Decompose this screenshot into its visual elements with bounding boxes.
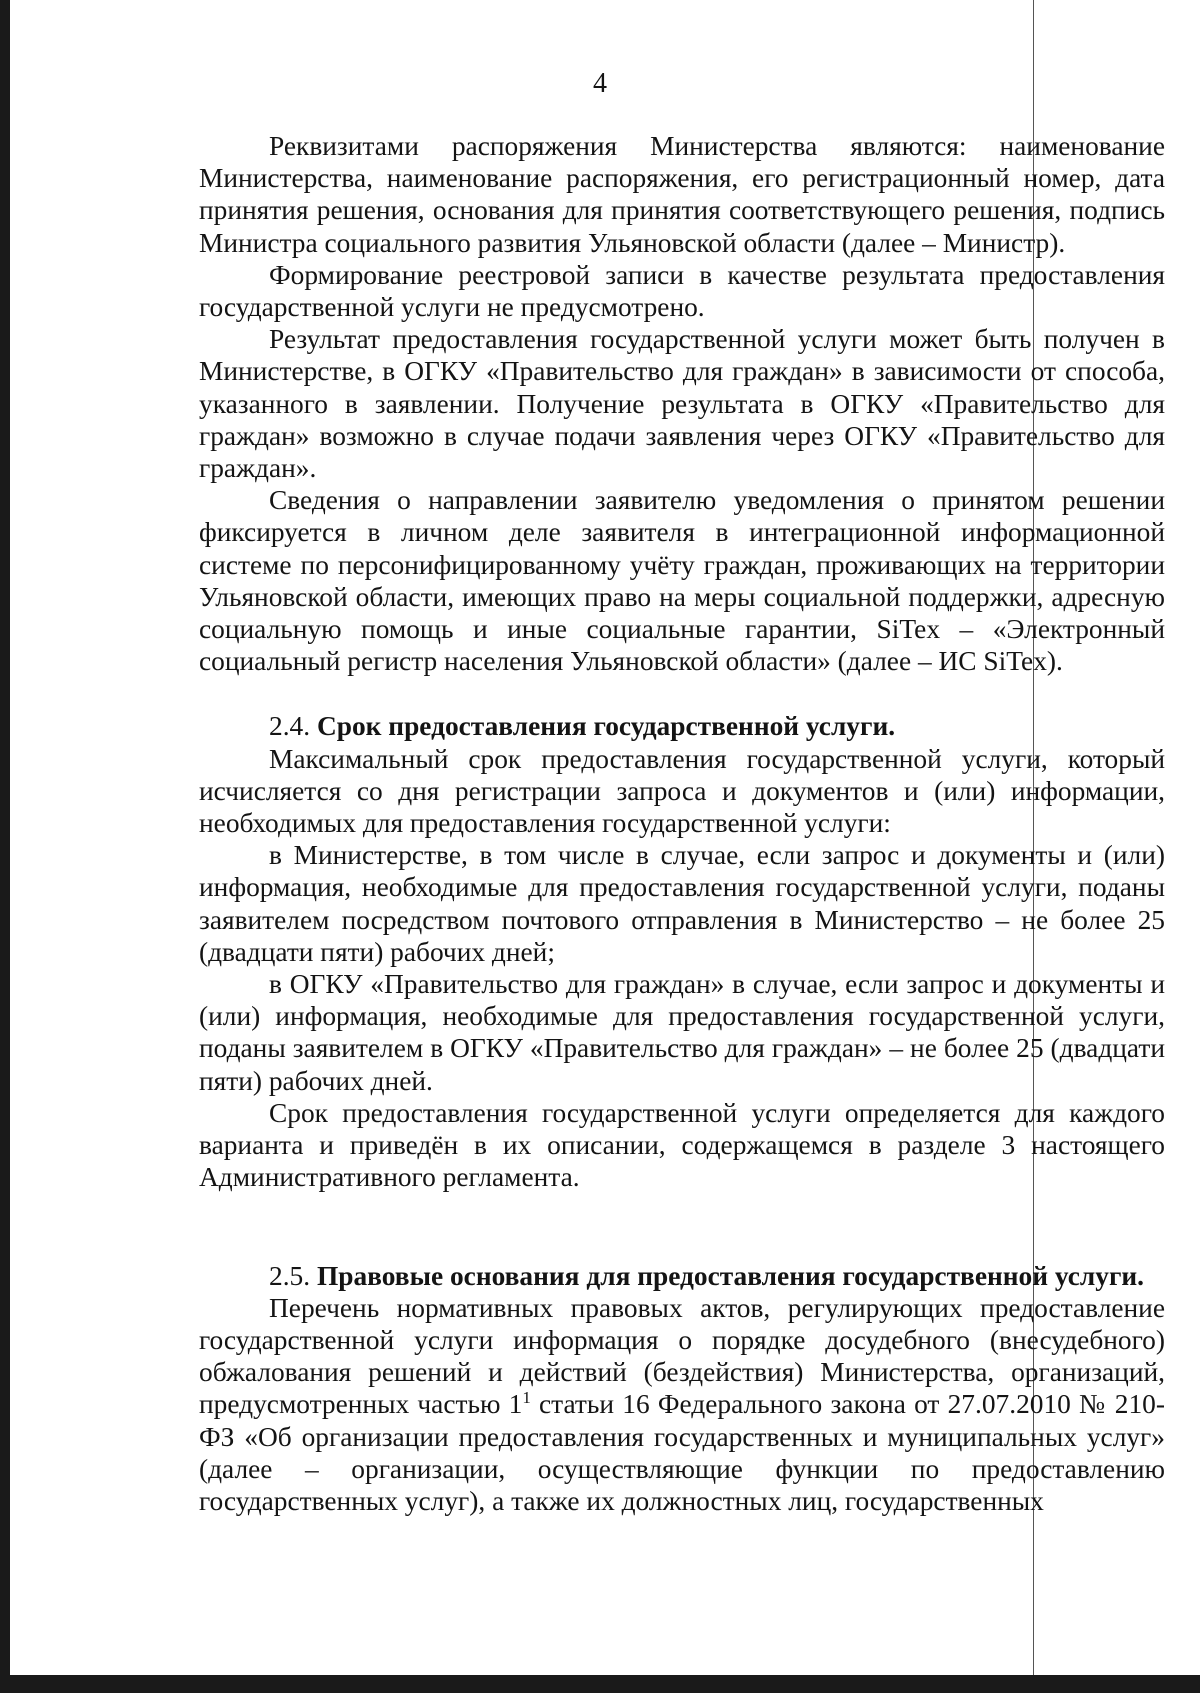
legal-acts-text-start: Перечень нормативных правовых актов, регулирующих предоставление государственной услуги информация о порядке досудебного (внесудебного) обжалования решений и действий (бездействия) Министерства, организаций, предусмотренных частью 1 xyxy=(199,1292,1165,1420)
scan-border-bottom xyxy=(0,1675,1200,1693)
document-body xyxy=(199,130,1165,1517)
section-heading-2-5 xyxy=(199,1260,1165,1292)
page-number: 4 xyxy=(593,68,607,99)
paragraph-legal-acts xyxy=(199,1292,1165,1517)
paragraph-max-term: Максимальный срок предоставления государственной услуги, который исчисляется со дня регистрации запроса и документов и (или) информации, необходимых для предоставления государственной услуги: xyxy=(199,743,1165,839)
legal-acts-superscript: 1 xyxy=(522,1388,531,1408)
paragraph-term-ogku: в ОГКУ «Правительство для граждан» в случае, если запрос и документы и (или) информация, необходимые для предоставления государственной услуги, поданы заявителем в ОГКУ «Правительство для граждан» – не более 25 (двадцати пяти) рабочих дней. xyxy=(199,969,1165,1096)
section-heading-2-4 xyxy=(199,710,1165,742)
section-number-2-4: 2.4. xyxy=(269,711,311,742)
paragraph-requisites: Реквизитами распоряжения Министерства являются: наименование Министерства, наименование распоряжения, его регистрационный номер, дата принятия решения, основания для принятия соответствующего решения, подпись Министра социального развития Ульяновской области (далее – Министр). xyxy=(199,131,1165,258)
section-spacer xyxy=(199,677,1165,710)
paragraph-registry-entry: Формирование реестровой записи в качестве результата предоставления государственной услуги не предусмотрено. xyxy=(199,259,1165,323)
paragraph-result-delivery: Результат предоставления государственной услуги может быть получен в Министерстве, в ОГКУ «Правительство для граждан» в зависимости от способа, указанного в заявлении. Получение результата в ОГКУ «Правительство для граждан» возможно в случае подачи заявления через ОГКУ «Правительство для граждан». xyxy=(199,324,1165,484)
paragraph-term-ministry: в Министерстве, в том числе в случае, если запрос и документы и (или) информация, необходимые для предоставления государственной услуги, поданы заявителем посредством почтового отправления в Министерство – не более 25 (двадцати пяти) рабочих дней; xyxy=(199,840,1165,967)
paragraph-term-variants: Срок предоставления государственной услуги определяется для каждого варианта и приведён в их описании, содержащемся в разделе 3 настоящего Административного регламента. xyxy=(199,1097,1165,1193)
section-title-2-5: Правовые основания для предоставления государственной услуги. xyxy=(316,1260,1145,1291)
section-title-2-4: Срок предоставления государственной услуги xyxy=(316,711,889,742)
section-spacer xyxy=(199,1194,1165,1260)
paragraph-notification-info: Сведения о направлении заявителю уведомления о принятом решении фиксируется в личном деле заявителя в интеграционной информационной системе по персонифицированному учёту граждан, проживающих на территории Ульяновской области, имеющих право на меры социальной поддержки, адресную социальную помощь и иные социальные гарантии, SiTex – «Электронный социальный регистр населения Ульяновской области» (далее – ИС SiTex). xyxy=(199,485,1165,677)
legal-acts-text-end: статьи 16 Федерального закона от 27.07.2010 № 210-ФЗ «Об организации предоставления государственных и муниципальных услуг» (далее – организации, осуществляющие функции по предоставлению государственных услуг), а также их должностных лиц, государственных xyxy=(199,1389,1165,1516)
section-number-2-5: 2.5. xyxy=(269,1260,311,1291)
section-title-2-4-period: . xyxy=(888,711,896,742)
scan-border-left xyxy=(0,0,10,1693)
